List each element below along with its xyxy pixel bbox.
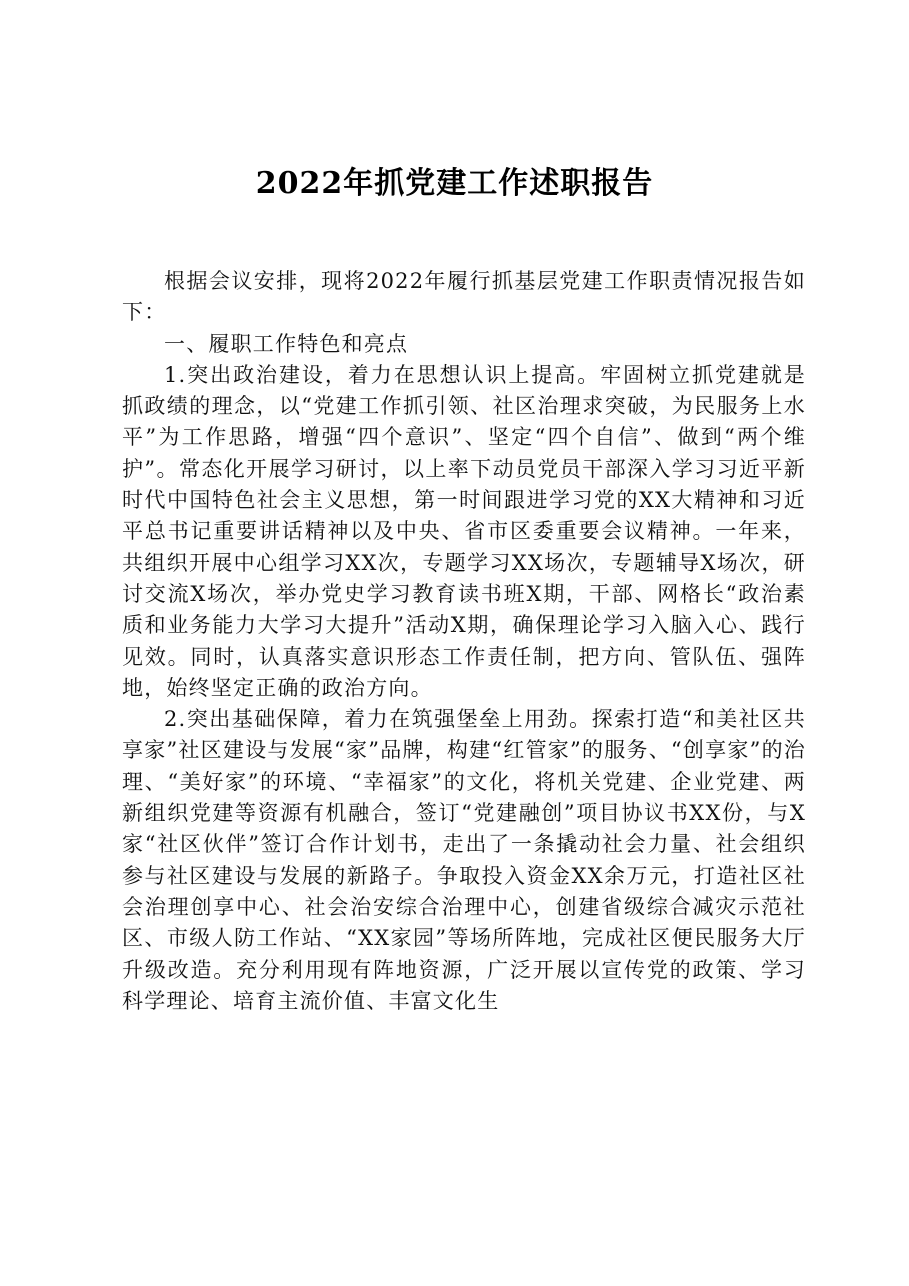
document-body xyxy=(122,266,806,1017)
section-heading: 一、履职工作特色和亮点 xyxy=(164,331,409,356)
document-title: 2022年抓党建工作述职报告 xyxy=(255,166,654,201)
paragraph-basic-guarantee: 2.突出基础保障，着力在筑强堡垒上用劲。探索打造“和美社区共享家”社区建设与发展“家”品牌，构建“红管家”的服务、“创享家”的治理、“美好家”的环境、“幸福家”的文化，将机关党建、企业党建、两新组织党建等资源有机融合，签订“党建融创”项目协议书XX份，与X家“社区伙伴”签订合作计划书，走出了一条撬动社会力量、社会组织参与社区建设与发展的新路子。争取投入资金XX余万元，打造社区社会治理创享中心、社会治安综合治理中心，创建省级综合减灾示范社区、市级人防工作站、“XX家园”等场所阵地，完成社区便民服务大厅升级改造。充分利用现有阵地资源，广泛开展以宣传党的政策、学习科学理论、培育主流价值、丰富文化生 xyxy=(122,707,806,1013)
paragraph-political-building: 1.突出政治建设，着力在思想认识上提高。牢固树立抓党建就是抓政绩的理念，以“党建工作抓引领、社区治理求突破，为民服务上水平”为工作思路，增强“四个意识”、坚定“四个自信”、做到“两个维护”。常态化开展学习研讨，以上率下动员党员干部深入学习习近平新时代中国特色社会主义思想，第一时间跟进学习党的XX大精神和习近平总书记重要讲话精神以及中央、省市区委重要会议精神。一年来，共组织开展中心组学习XX次，专题学习XX场次，专题辅导X场次，研讨交流X场次，举办党史学习教育读书班X期，干部、网格长“政治素质和业务能力大学习大提升”活动X期，确保理论学习入脑入心、践行见效。同时，认真落实意识形态工作责任制，把方向、管队伍、强阵地，始终坚定正确的政治方向。 xyxy=(122,362,806,700)
paragraph-intro: 根据会议安排，现将2022年履行抓基层党建工作职责情况报告如下： xyxy=(122,269,806,325)
